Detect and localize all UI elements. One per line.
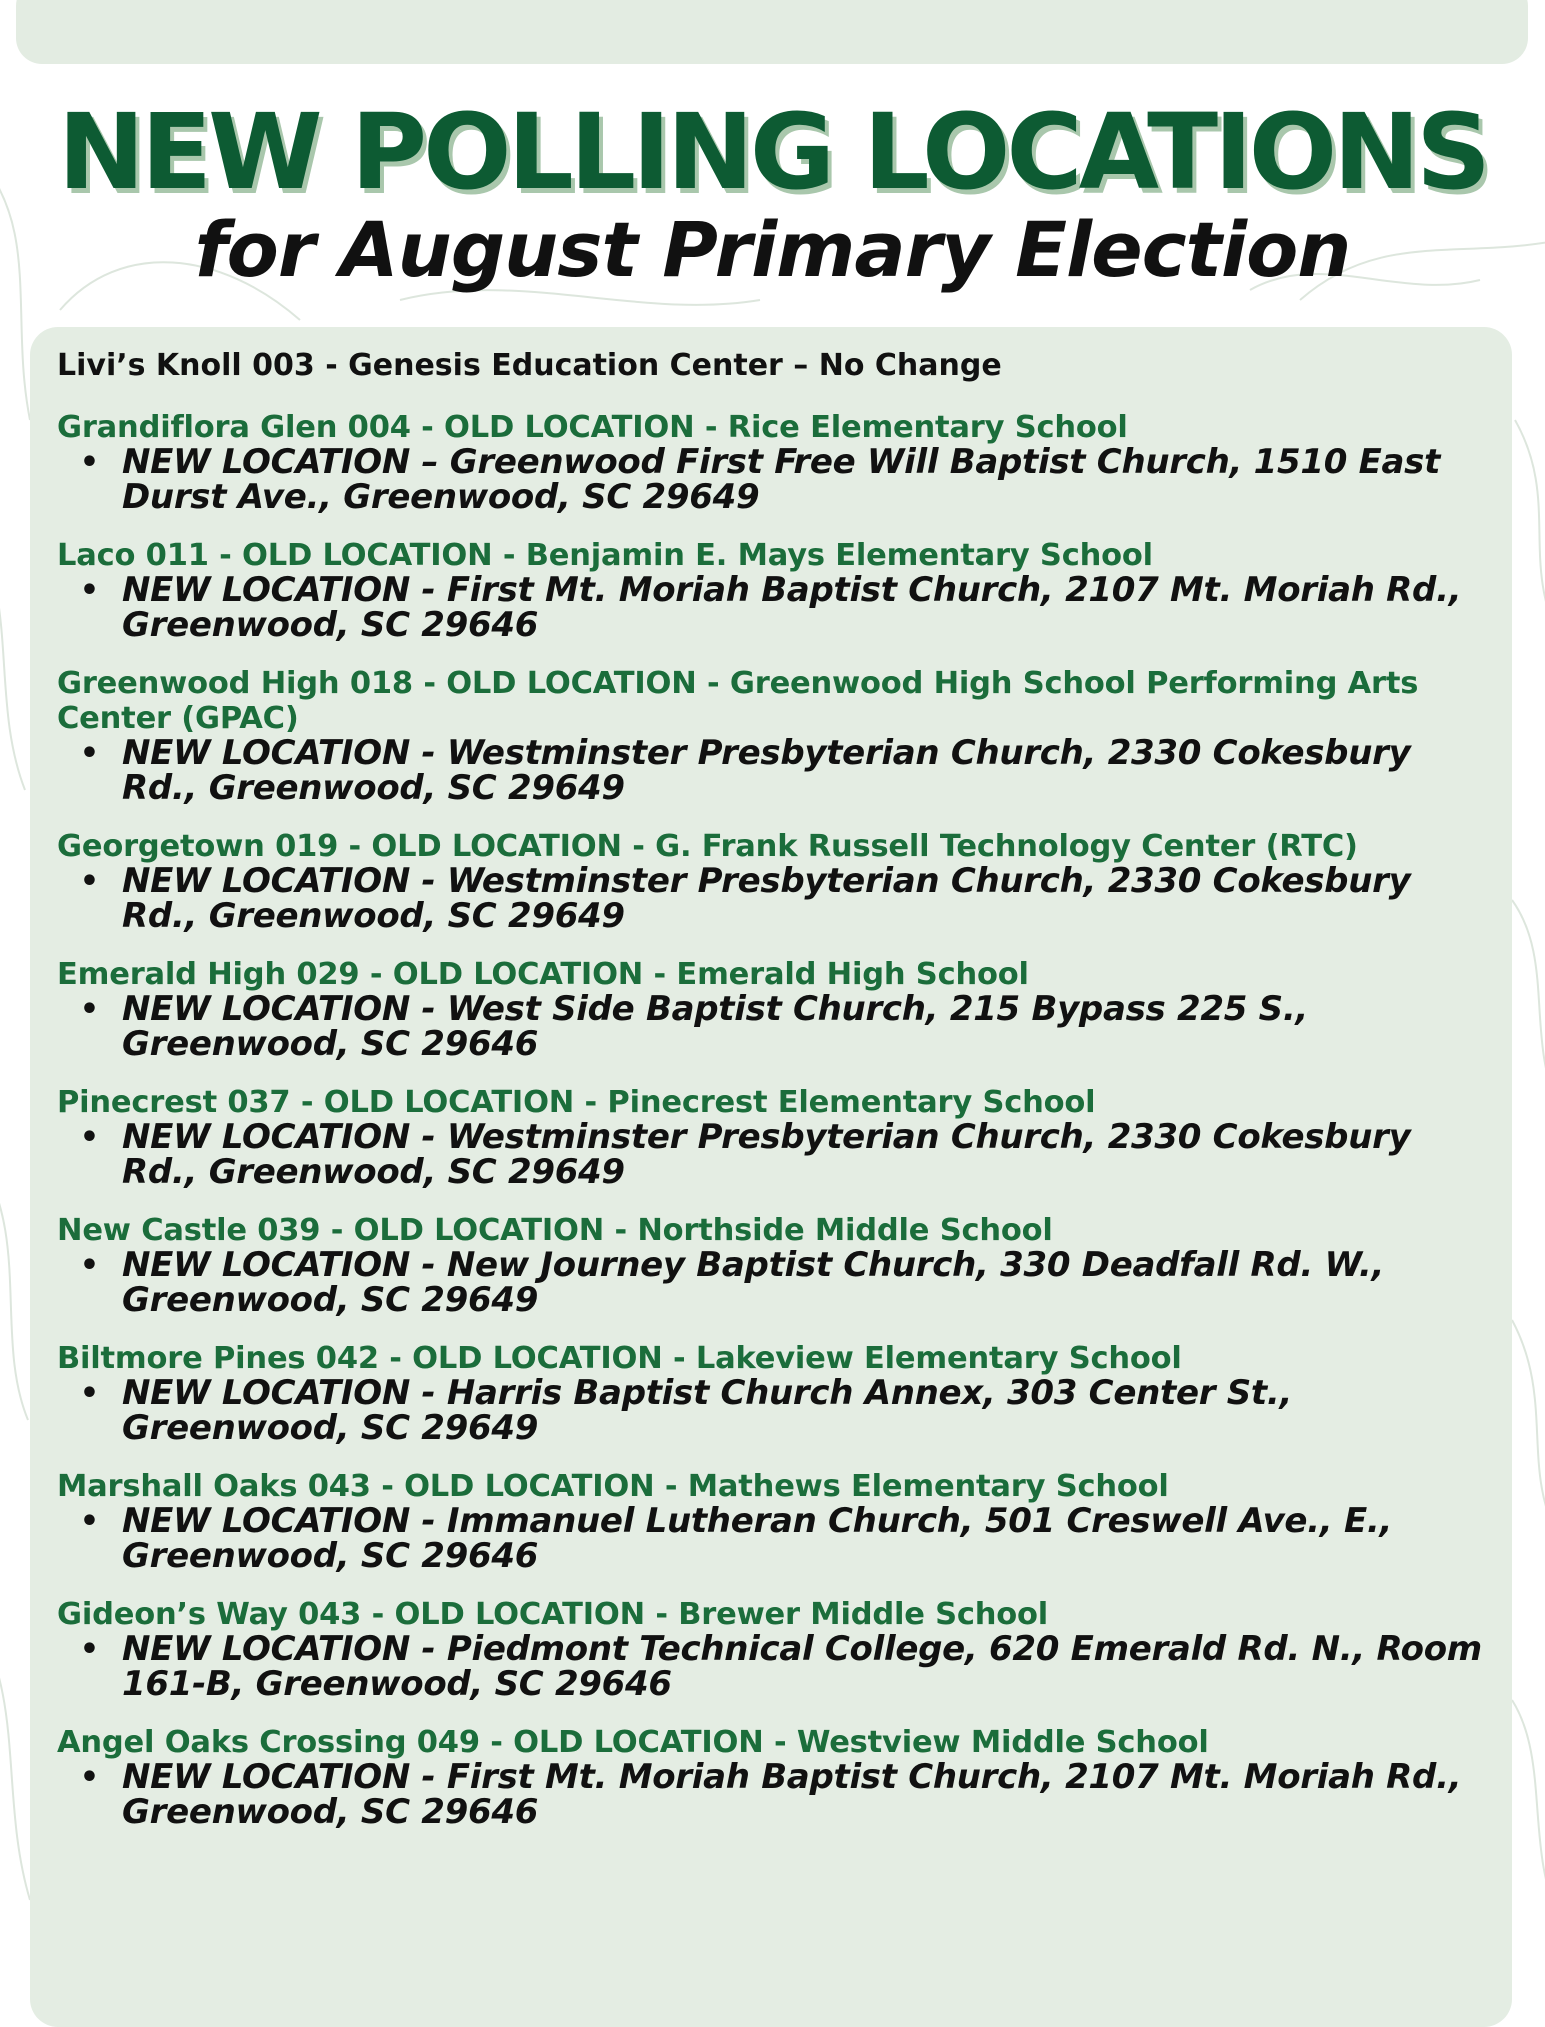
- precinct-entry: [57, 1725, 1497, 1830]
- bullet-icon: •: [79, 1760, 100, 1795]
- old-location: Emerald High 029 - OLD LOCATION - Emerald High School: [57, 957, 1029, 992]
- precinct-entry: [57, 957, 1497, 1062]
- precinct-entry: [57, 1341, 1497, 1446]
- new-location: NEW LOCATION – Greenwood First Free Will Baptist Church, 1510 East Durst Ave., Greenwood, SC 29649: [122, 442, 1441, 517]
- new-location-row: [57, 861, 1497, 936]
- old-location: New Castle 039 - OLD LOCATION - Northside Middle School: [57, 1213, 1053, 1248]
- bullet-icon: •: [79, 864, 100, 899]
- old-location: Grandiflora Glen 004 - OLD LOCATION - Rice Elementary School: [57, 410, 1128, 445]
- new-location: NEW LOCATION - Westminster Presbyterian Church, 2330 Cokesbury Rd., Greenwood, SC 29649: [122, 733, 1411, 808]
- bullet-icon: •: [79, 1248, 100, 1283]
- new-location: NEW LOCATION - Immanuel Lutheran Church, 501 Creswell Ave., E., Greenwood, SC 29646: [122, 1501, 1393, 1576]
- precinct-entry: [57, 829, 1497, 934]
- page-subtitle: for August Primary Election: [194, 205, 1351, 294]
- bullet-icon: •: [79, 1376, 100, 1411]
- new-location: NEW LOCATION - Harris Baptist Church Annex, 303 Center St., Greenwood, SC 29649: [122, 1373, 1293, 1448]
- new-location: NEW LOCATION - Westminster Presbyterian Church, 2330 Cokesbury Rd., Greenwood, SC 29649: [122, 1117, 1411, 1192]
- old-location: Angel Oaks Crossing 049 - OLD LOCATION - Westview Middle School: [57, 1725, 1209, 1760]
- old-location: Greenwood High 018 - OLD LOCATION - Greenwood High School Performing Arts Center (GPAC): [57, 666, 1419, 736]
- locations-list: [57, 345, 1497, 1830]
- new-location: NEW LOCATION - Piedmont Technical College, 620 Emerald Rd. N., Room 161-B, Greenwood, SC 29646: [122, 1629, 1482, 1704]
- new-location-row: [57, 1117, 1497, 1192]
- new-location-row: [57, 1373, 1497, 1448]
- new-location-row: [57, 1501, 1497, 1576]
- old-location: Gideon’s Way 043 - OLD LOCATION - Brewer Middle School: [57, 1597, 1049, 1632]
- precinct-entry: [57, 1597, 1497, 1702]
- new-location: NEW LOCATION - First Mt. Moriah Baptist Church, 2107 Mt. Moriah Rd., Greenwood, SC 29646: [122, 1757, 1462, 1832]
- page-title: NEW POLLING LOCATIONS: [57, 91, 1488, 213]
- old-location: Marshall Oaks 043 - OLD LOCATION - Mathews Elementary School: [57, 1469, 1169, 1504]
- new-location-row: [57, 1629, 1497, 1704]
- precinct-entry: [57, 1213, 1497, 1318]
- new-location-row: [57, 570, 1497, 645]
- old-location: Biltmore Pines 042 - OLD LOCATION - Lakeview Elementary School: [57, 1341, 1182, 1376]
- new-location: NEW LOCATION - Westminster Presbyterian Church, 2330 Cokesbury Rd., Greenwood, SC 29649: [122, 861, 1411, 936]
- bullet-icon: •: [79, 1504, 100, 1539]
- new-location: NEW LOCATION - West Side Baptist Church, 215 Bypass 225 S., Greenwood, SC 29646: [122, 989, 1309, 1064]
- bullet-icon: •: [79, 445, 100, 480]
- bullet-icon: •: [79, 992, 100, 1027]
- top-banner: [16, 0, 1528, 64]
- bullet-icon: •: [79, 1120, 100, 1155]
- new-location-row: [57, 989, 1497, 1064]
- precinct-entry: [57, 1085, 1497, 1190]
- old-location: Pinecrest 037 - OLD LOCATION - Pinecrest Elementary School: [57, 1085, 1096, 1120]
- new-location: NEW LOCATION - First Mt. Moriah Baptist Church, 2107 Mt. Moriah Rd., Greenwood, SC 29646: [122, 570, 1462, 645]
- precinct-entry: [57, 410, 1497, 515]
- bullet-icon: •: [79, 573, 100, 608]
- precinct-entry: [57, 1469, 1497, 1574]
- new-location-row: [57, 1245, 1497, 1320]
- bullet-icon: •: [79, 1632, 100, 1667]
- precinct-entry: [57, 538, 1497, 643]
- new-location-row: [57, 1757, 1497, 1832]
- old-location: Georgetown 019 - OLD LOCATION - G. Frank Russell Technology Center (RTC): [57, 829, 1358, 864]
- new-location-row: [57, 733, 1497, 808]
- precinct-entry: [57, 666, 1497, 806]
- old-location: Laco 011 - OLD LOCATION - Benjamin E. Mays Elementary School: [57, 538, 1153, 573]
- new-location: NEW LOCATION - New Journey Baptist Church, 330 Deadfall Rd. W., Greenwood, SC 29649: [122, 1245, 1385, 1320]
- no-change-precinct: Livi’s Knoll 003 - Genesis Education Center – No Change: [57, 348, 1002, 383]
- new-location-row: [57, 442, 1497, 517]
- bullet-icon: •: [79, 736, 100, 771]
